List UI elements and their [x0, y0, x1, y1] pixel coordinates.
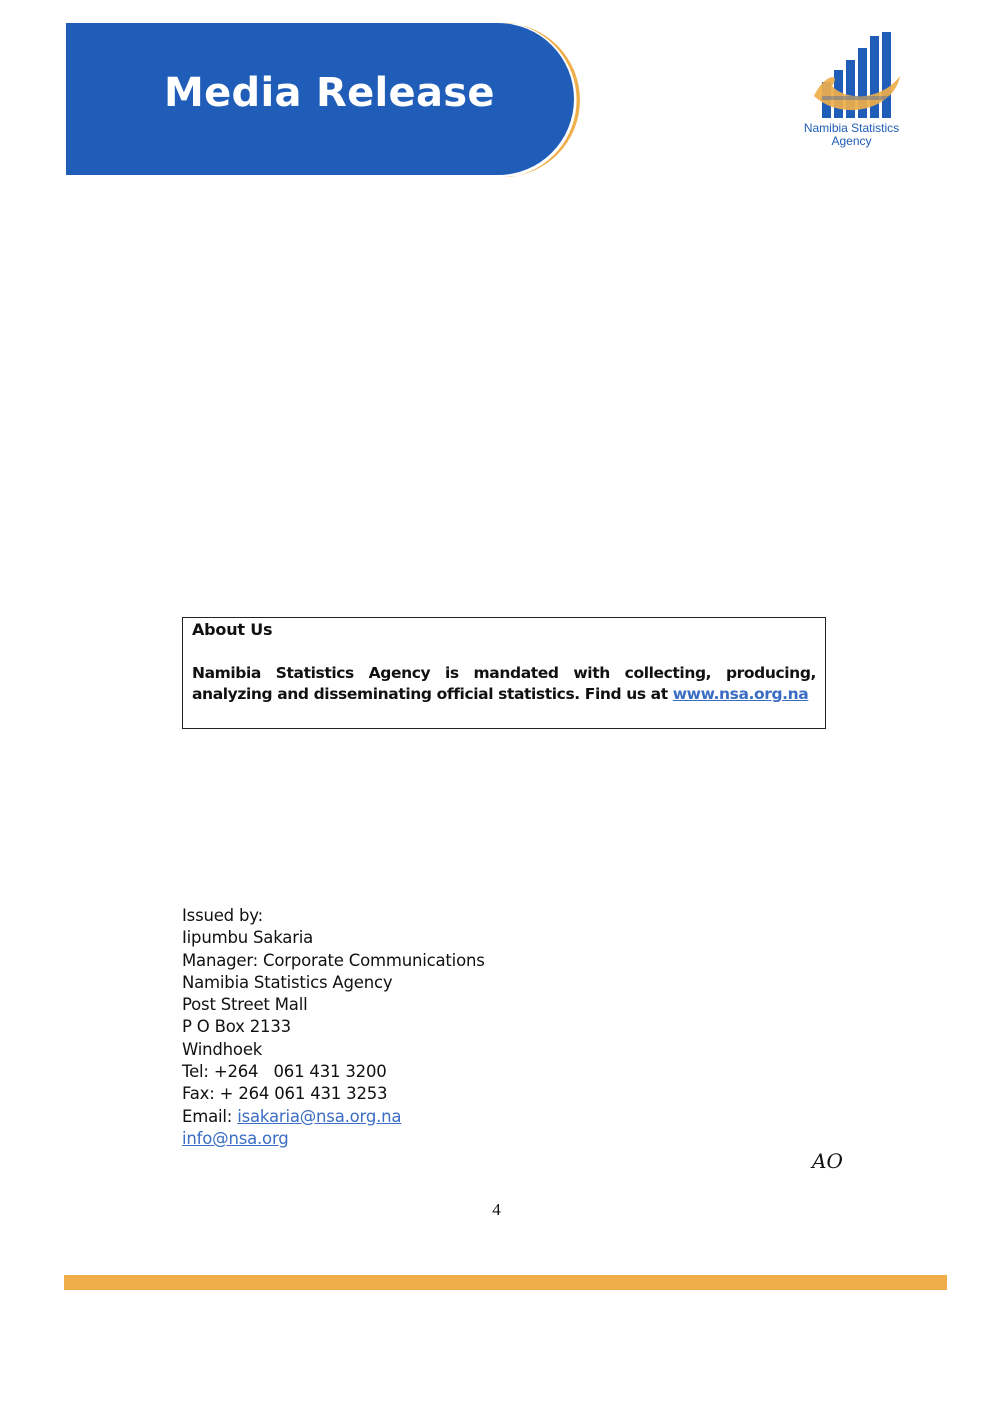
about-us-box [182, 617, 826, 729]
banner-title: Media Release [164, 70, 495, 116]
email-label: Email: [182, 1106, 238, 1126]
email-link[interactable]: isakaria@nsa.org.na [237, 1106, 402, 1126]
issued-by-block [182, 905, 485, 1150]
about-us-heading: About Us [192, 620, 273, 639]
about-us-body [192, 663, 816, 705]
media-release-banner [66, 20, 606, 180]
fax: Fax: + 264 061 431 3253 [182, 1084, 388, 1104]
page-number: 4 [492, 1200, 501, 1219]
issuer-name: Iipumbu Sakaria [182, 928, 314, 948]
issuer-title: Manager: Corporate Communications [182, 950, 485, 970]
handwritten-initials: AO [812, 1149, 843, 1173]
logo-text-line2: Agency [831, 134, 872, 148]
bar-chart-logo-icon [802, 30, 902, 122]
address-po-box: P O Box 2133 [182, 1017, 291, 1037]
logo-text-line1: Namibia Statistics [803, 121, 900, 135]
nsa-logo [794, 30, 909, 160]
email2-link[interactable]: info@nsa.org [182, 1128, 289, 1148]
email-line [182, 1106, 485, 1128]
telephone: Tel: +264 061 431 3200 [182, 1062, 387, 1082]
issued-by-label: Issued by: [182, 906, 263, 925]
about-us-text: Namibia Statistics Agency is mandated with collecting, producing, analyzing and disseminating official statistics. Find us at [192, 664, 816, 703]
website-link[interactable]: www.nsa.org.na [672, 685, 809, 703]
issuer-organization: Namibia Statistics Agency [182, 972, 393, 992]
email2-line [182, 1128, 485, 1150]
footer-accent-bar [64, 1275, 947, 1290]
address-street: Post Street Mall [182, 995, 308, 1015]
address-city: Windhoek [182, 1039, 263, 1059]
